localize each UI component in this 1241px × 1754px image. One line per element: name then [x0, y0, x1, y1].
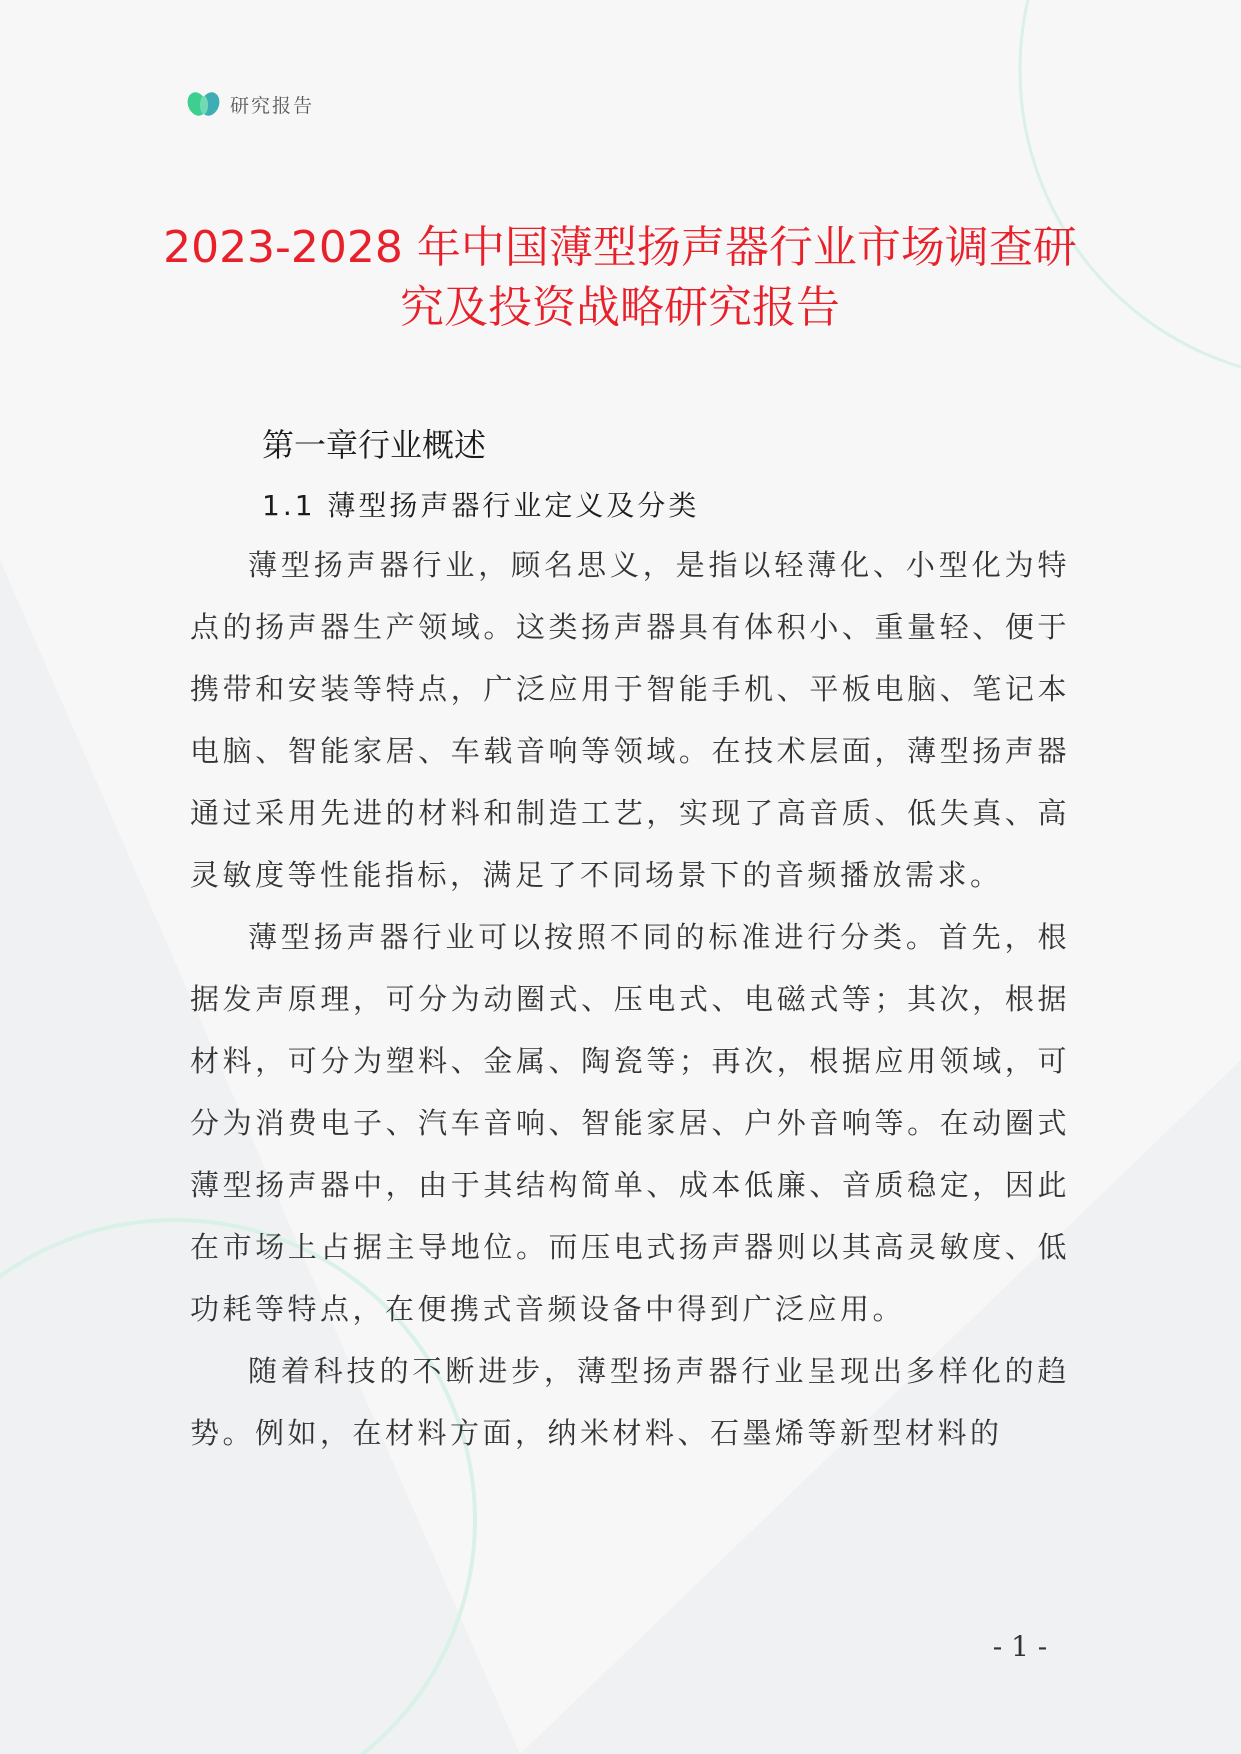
- paragraph: 薄型扬声器行业，顾名思义，是指以轻薄化、小型化为特点的扬声器生产领域。这类扬声器具有体积小、重量轻、便于携带和安装等特点，广泛应用于智能手机、平板电脑、笔记本电脑、智能家居、车载音响等领域。在技术层面，薄型扬声器通过采用先进的材料和制造工艺，实现了高音质、低失真、高灵敏度等性能指标，满足了不同场景下的音频播放需求。: [190, 548, 1070, 892]
- page-number: - 1 -: [992, 1630, 1048, 1663]
- leaf-logo-icon: [186, 90, 222, 118]
- paragraph: 薄型扬声器行业可以按照不同的标准进行分类。首先，根据发声原理，可分为动圈式、压电式、电磁式等；其次，根据材料，可分为塑料、金属、陶瓷等；再次，根据应用领域，可分为消费电子、汽车音响、智能家居、户外音响等。在动圈式薄型扬声器中，由于其结构简单、成本低廉、音质稳定，因此在市场上占据主导地位。而压电式扬声器则以其高灵敏度、低功耗等特点，在便携式音频设备中得到广泛应用。: [190, 920, 1070, 1326]
- brand-label: 研究报告: [230, 94, 315, 117]
- body-text: [190, 534, 1070, 1464]
- section-heading: 1.1 薄型扬声器行业定义及分类: [262, 489, 700, 522]
- paragraph: 随着科技的不断进步，薄型扬声器行业呈现出多样化的趋势。例如，在材料方面，纳米材料、石墨烯等新型材料的: [190, 1354, 1070, 1450]
- chapter-heading: 第一章行业概述: [262, 426, 487, 464]
- report-title: 2023-2028 年中国薄型扬声器行业市场调查研究及投资战略研究报告: [163, 222, 1077, 333]
- brand-header: [186, 90, 314, 118]
